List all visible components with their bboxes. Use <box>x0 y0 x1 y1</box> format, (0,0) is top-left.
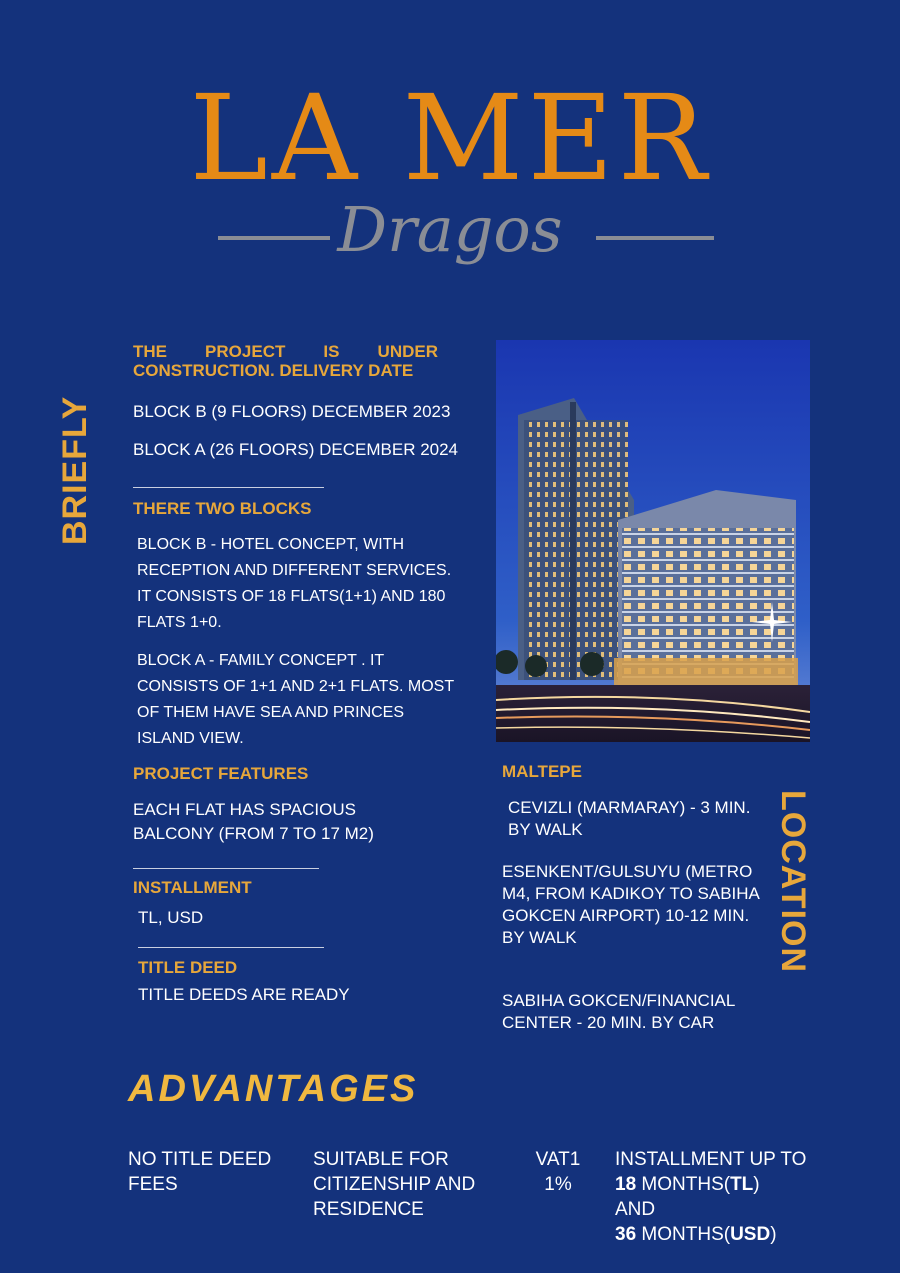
location-side-label: LOCATION <box>774 790 812 974</box>
construction-heading: THE PROJECT IS UNDER CONSTRUCTION. DELIVERY DATE <box>133 342 438 380</box>
advantage-installment <box>615 1147 815 1247</box>
installment-text: TL, USD <box>138 908 204 927</box>
installment-heading: INSTALLMENT <box>133 878 252 897</box>
logo-subtitle: Dragos <box>337 193 563 266</box>
block-a-description: BLOCK A - FAMILY CONCEPT . IT CONSISTS OF 1+1 AND 2+1 FLATS. MOST OF THEM HAVE SEA AND PRINCES ISLAND VIEW. <box>137 652 454 747</box>
divider <box>133 487 324 488</box>
location-item-esenkent: ESENKENT/GULSUYU (METRO M4, FROM KADIKOY TO SABIHA GOKCEN AIRPORT) 10-12 MIN. BY WALK <box>502 862 759 947</box>
location-heading: MALTEPE <box>502 762 582 781</box>
installment-and: AND <box>615 1199 656 1220</box>
advantage-no-fees: NO TITLE DEED FEES <box>128 1149 272 1195</box>
divider <box>138 947 324 948</box>
block-b-description: BLOCK B - HOTEL CONCEPT, WITH RECEPTION AND DIFFERENT SERVICES. IT CONSISTS OF 18 FLATS(1+1) AND 180 FLATS 1+0. <box>137 536 452 631</box>
advantage-vat <box>530 1147 586 1197</box>
location-item-sabiha: SABIHA GOKCEN/FINANCIAL CENTER - 20 MIN. BY CAR <box>502 991 735 1032</box>
installment-text-e: ) <box>770 1224 777 1245</box>
installment-text-b: MONTHS( <box>641 1174 731 1195</box>
building-illustration <box>496 340 810 742</box>
advantages-title: ADVANTAGES <box>128 1068 419 1110</box>
installment-months-usd: 36 <box>615 1224 637 1245</box>
deed-heading: TITLE DEED <box>138 958 238 977</box>
block-b-date: BLOCK B (9 FLOORS) DECEMBER 2023 <box>133 402 451 421</box>
deed-text: TITLE DEEDS ARE READY <box>138 985 350 1004</box>
location-item-cevizli: CEVIZLI (MARMARAY) - 3 MIN. BY WALK <box>508 798 751 839</box>
block-a-date: BLOCK A (26 FLOORS) DECEMBER 2024 <box>133 440 459 459</box>
briefly-side-label: BRIEFLY <box>56 395 94 545</box>
features-heading: PROJECT FEATURES <box>133 764 309 783</box>
building-photo <box>496 340 810 742</box>
vat-value: 1% <box>544 1174 572 1195</box>
installment-currency-tl: TL <box>730 1174 754 1195</box>
advantage-citizenship: SUITABLE FOR CITIZENSHIP AND RESIDENCE <box>313 1149 476 1220</box>
blocks-heading: THERE TWO BLOCKS <box>133 499 312 518</box>
features-text: EACH FLAT HAS SPACIOUS BALCONY (FROM 7 TO 17 M2) <box>133 800 374 843</box>
installment-text-d: MONTHS( <box>641 1224 731 1245</box>
vat-label: VAT1 <box>535 1149 581 1170</box>
logo-title: LA MER <box>189 69 711 207</box>
installment-text-a: INSTALLMENT UP TO <box>615 1149 807 1170</box>
installment-text-c: ) <box>753 1174 760 1195</box>
installment-months-tl: 18 <box>615 1174 637 1195</box>
installment-currency-usd: USD <box>730 1224 771 1245</box>
divider <box>133 868 319 869</box>
